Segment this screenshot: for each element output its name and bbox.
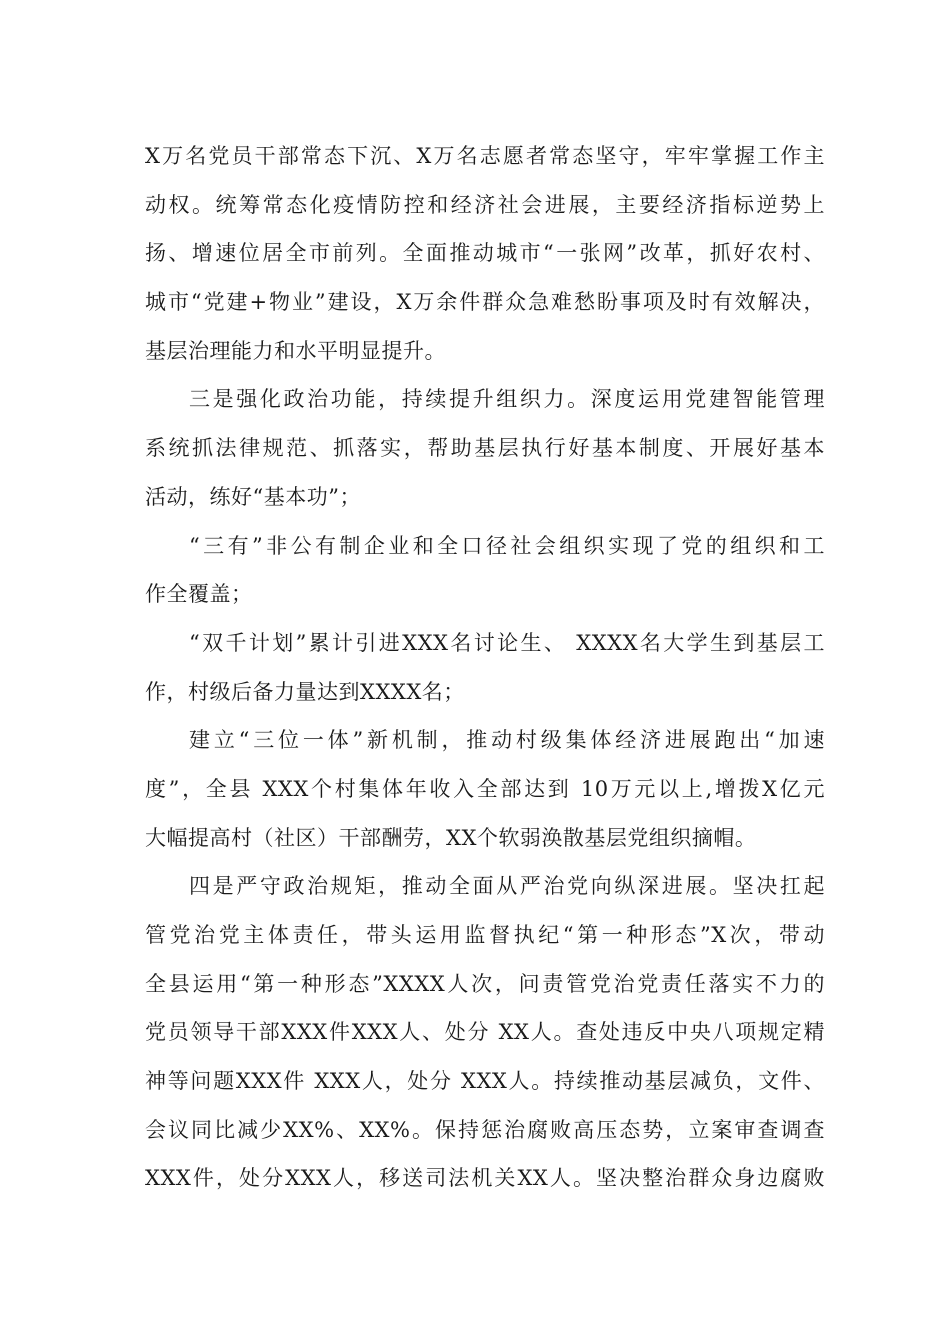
text-line: 作，村级后备力量达到XXXX名；: [145, 679, 465, 704]
text-line: XXX件，处分XXX人，移送司法机关XX人。坚决整治群众身边腐败: [145, 1166, 825, 1191]
text-line: 作全覆盖；: [145, 582, 253, 607]
text-line: 城市“党建+物业”建设，X万余件群众急难愁盼事项及时有效解决，: [145, 290, 825, 315]
text-line: 全县运用“第一种形态”XXXX人次，问责管党治党责任落实不力的: [145, 971, 825, 996]
paragraph-first-line: 三是强化政治功能，持续提升组织力。深度运用党建智能管理: [189, 387, 825, 412]
paragraph-first-line: “三有”非公有制企业和全口径社会组织实现了党的组织和工: [189, 533, 825, 558]
text-line: 大幅提高村（社区）干部酬劳，XX个软弱涣散基层党组织摘帽。: [145, 825, 757, 850]
paragraph-first-line: 建立“三位一体”新机制，推动村级集体经济进展跑出“加速: [189, 728, 825, 753]
text-line: 活动，练好“基本功”；: [145, 484, 361, 509]
paragraph-first-line: “双千计划”累计引进XXX名讨论生、 XXXX名大学生到基层工: [189, 630, 825, 655]
text-line: 系统抓法律规范、抓落实，帮助基层执行好基本制度、开展好基本: [145, 436, 825, 461]
text-line: 扬、增速位居全市前列。全面推动城市“一张网”改革，抓好农村、: [145, 241, 825, 266]
text-line: X万名党员干部常态下沉、X万名志愿者常态坚守，牢牢掌握工作主: [145, 144, 825, 168]
paragraph-first-line: 四是严守政治规矩，推动全面从严治党向纵深进展。坚决扛起: [189, 874, 825, 899]
text-line: 基层治理能力和水平明显提升。: [145, 338, 446, 363]
text-line: 神等问题XXX件 XXX人，处分 XXX人。持续推动基层减负，文件、: [145, 1069, 825, 1094]
text-line: 会议同比减少XX%、XX%。保持惩治腐败高压态势，立案审查调查: [145, 1117, 825, 1142]
text-line: 动权。统筹常态化疫情防控和经济社会进展，主要经济指标逆势上: [145, 192, 825, 217]
text-line: 管党治党主体责任，带头运用监督执纪“第一种形态”X次，带动: [145, 923, 825, 947]
text-line: 度”，全县 XXX个村集体年收入全部达到 10万元以上,增拨X亿元: [145, 776, 825, 801]
document-body: [145, 132, 825, 1203]
text-line: 党员领导干部XXX件XXX人、处分 XX人。查处违反中央八项规定精: [145, 1020, 825, 1045]
